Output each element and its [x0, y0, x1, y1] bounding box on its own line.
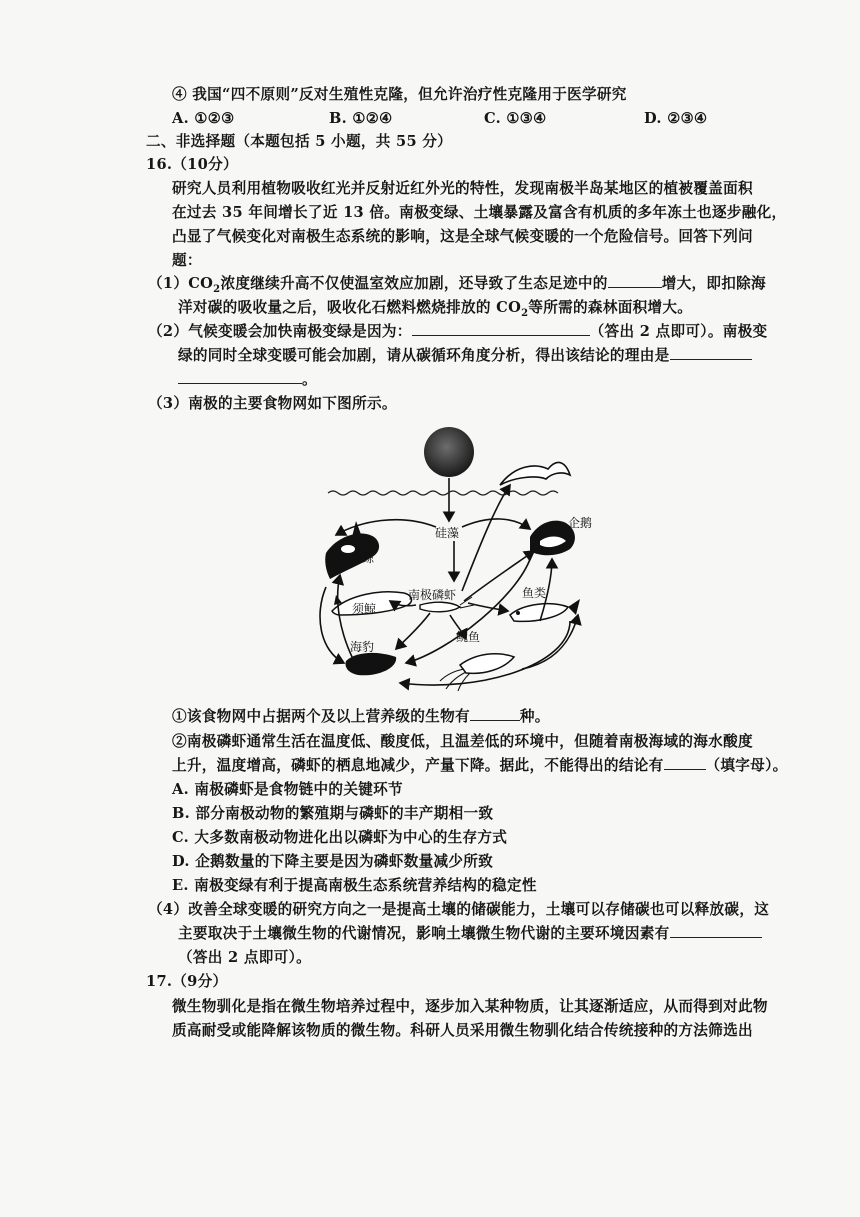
- q16-part1-line-2: 洋对碳的吸收量之后，吸收化石燃料燃烧排放的 $CO_2$等所需的森林面积增大。: [178, 299, 693, 319]
- answer-blank[interactable]: [412, 321, 590, 336]
- label-orca: 齿鲸: [350, 551, 375, 565]
- q16-part2-line-1: （2）气候变暖会加快南极变绿是因为： （答出 2 点即可）。南极变: [148, 323, 768, 340]
- q16-part1-line-1: $(1)CO_2$浓度继续升高不仅使温室效应加剧，还导致了生态足迹中的 增大，即扣除海: [148, 275, 766, 295]
- q16-part2-line-2: 绿的同时全球变暖可能会加剧，请从碳循环角度分析，得出该结论的理由是: [178, 345, 752, 367]
- q16-part4-line-2: 主要取决于土壤微生物的代谢情况，影响土壤微生物代谢的主要环境因素有: [178, 923, 762, 945]
- squid-icon: [460, 654, 514, 674]
- prev-option-a: A. ①②③: [172, 110, 235, 127]
- choice-b: B. 部分南极动物的繁殖期与磷虾的丰产期相一致: [172, 805, 494, 822]
- q16-part2-line-3: 。: [178, 369, 317, 391]
- q17-line-2: 质高耐受或能降解该物质的微生物。科研人员采用微生物驯化结合传统接种的方法筛选出: [172, 1022, 753, 1039]
- section-heading: 二、非选择题（本题包括 5 小题，共 55 分）: [146, 133, 453, 150]
- q16-number: 16.（10分）: [146, 156, 238, 173]
- q17-number: 17.（9分）: [146, 973, 228, 990]
- q16-intro-line-2: 在过去 35 年间增长了近 13 倍。南极变绿、土壤暴露及富含有机质的多年冻土也逐步融化，: [172, 204, 787, 221]
- answer-blank[interactable]: [178, 369, 302, 384]
- label-seal: 海豹: [350, 640, 375, 654]
- label-krill: 南极磷虾: [408, 588, 457, 602]
- answer-blank[interactable]: [470, 706, 520, 721]
- krill-icon: [420, 602, 460, 612]
- prev-option-b: B. ①②④: [329, 110, 393, 127]
- choice-c: C. 大多数南极动物进化出以磷虾为中心的生存方式: [172, 829, 508, 846]
- q16-intro-line-1: 研究人员利用植物吸收红光并反射近红外光的特性，发现南极半岛某地区的植被覆盖面积: [172, 180, 753, 197]
- label-diatom: 硅藻: [435, 526, 460, 540]
- label-squid: 鱿鱼: [456, 630, 481, 644]
- choice-a: A. 南极磷虾是食物链中的关键环节: [172, 781, 403, 798]
- q17-line-1: 微生物驯化是指在微生物培养过程中，逐步加入某种物质，让其逐渐适应，从而得到对此物: [172, 998, 768, 1015]
- q16-sub2-line-1: ②南极磷虾通常生活在温度低、酸度低，且温差低的环境中，但随着南极海域的海水酸度: [172, 733, 753, 750]
- q16-intro-line-3: 凸显了气候变化对南极生态系统的影响，这是全球气候变暖的一个危险信号。回答下列问: [172, 228, 753, 245]
- seal-icon: [346, 653, 397, 675]
- label-penguin: 企鹅: [568, 516, 593, 530]
- seabird-icon: [500, 462, 570, 485]
- q16-sub1: ①该食物网中占据两个及以上营养级的生物有 种。: [172, 708, 550, 725]
- prev-option-c: C. ①③④: [484, 110, 547, 127]
- sun-icon: [424, 427, 474, 477]
- q16-sub2-line-2: 上升，温度增高，磷虾的栖息地减少，产量下降。据此，不能得出的结论有 （填字母）。: [172, 757, 788, 774]
- q16-part4-line-1: （4）改善全球变暖的研究方向之一是提高土壤的储碳能力，土壤可以存储碳也可以释放碳，这: [148, 901, 770, 918]
- sea-surface: [328, 491, 558, 495]
- choice-d: D. 企鹅数量的下降主要是因为磷虾数量减少所致: [172, 853, 494, 870]
- prev-option-d: D. ②③④: [644, 110, 708, 127]
- prev-item-4: ④ 我国“四不原则”反对生殖性克隆，但允许治疗性克隆用于医学研究: [172, 86, 627, 103]
- answer-blank[interactable]: [670, 923, 762, 938]
- q16-part4-line-3: （答出 2 点即可）。: [178, 949, 312, 966]
- answer-blank[interactable]: [664, 755, 706, 770]
- q16-intro-line-4: 题：: [172, 252, 202, 269]
- choice-e: E. 南极变绿有利于提高南极生态系统营养结构的稳定性: [172, 877, 537, 894]
- food-web-figure: [300, 425, 600, 697]
- label-fish: 鱼类: [522, 586, 547, 600]
- answer-blank[interactable]: [608, 273, 662, 288]
- answer-blank[interactable]: [670, 345, 752, 360]
- label-baleen: 须鲸: [352, 602, 377, 616]
- q16-part3-line: （3）南极的主要食物网如下图所示。: [148, 395, 397, 412]
